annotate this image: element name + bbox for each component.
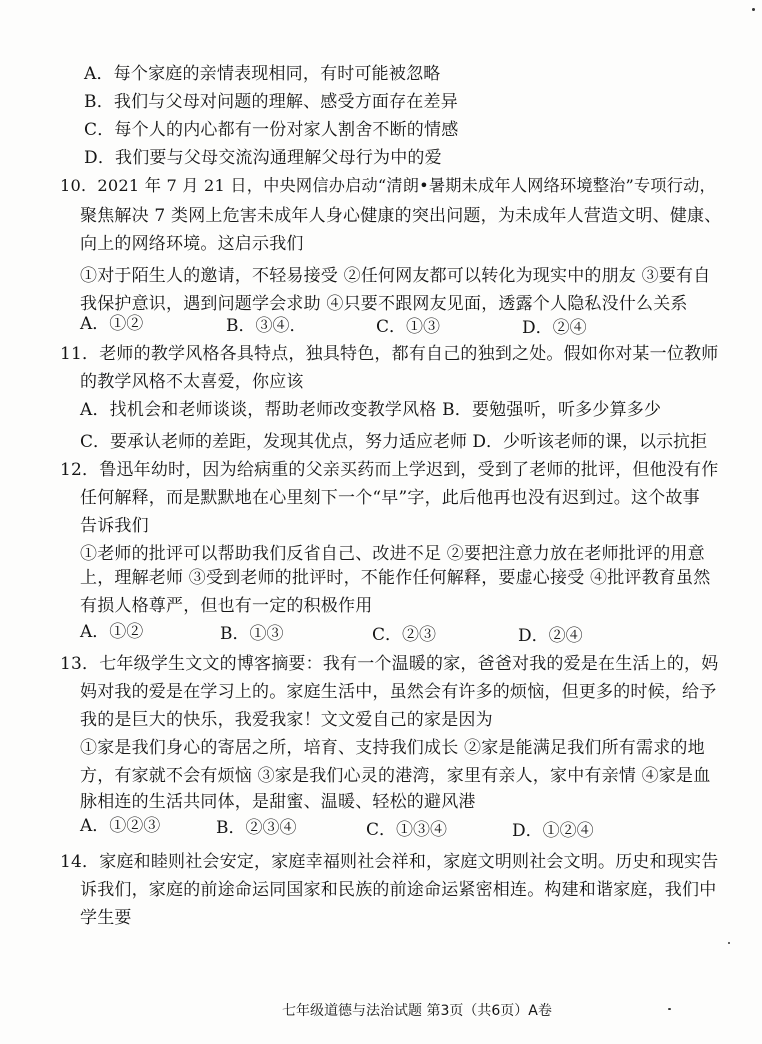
q13-option-a: A．①②③ <box>80 816 161 836</box>
q9-option-a: A．每个家庭的亲情表现相同，有时可能被忽略 <box>84 64 441 84</box>
q10-stem-line-3: 向上的网络环境。这启示我们 <box>80 234 304 254</box>
q10-stem-line-1: 10．2021 年 7 月 21 日，中央网信办启动“清朗•暑期未成年人网络环境整治”专项行动， <box>60 176 716 195</box>
q13-stem-line-3: 我的是巨大的快乐，我爱我家！文文爱自己的家是因为 <box>80 710 493 730</box>
scan-speck <box>728 942 730 944</box>
q10-items-line-1: ①对于陌生人的邀请，不轻易接受 ②任何网友都可以转化为现实中的朋友 ③要有自 <box>80 266 711 286</box>
q10-option-c: C．①③ <box>376 317 441 337</box>
q11-stem-line-2: 的教学风格不太喜爱，你应该 <box>80 372 304 392</box>
q12-option-b: B．①③ <box>220 624 284 644</box>
q11-options-ab: A．找机会和老师谈谈，帮助老师改变教学风格 B．要勉强听，听多少算多少 <box>80 400 662 420</box>
q12-option-a: A．①② <box>80 622 144 642</box>
q13-option-b: B．②③④ <box>216 818 297 838</box>
q9-option-c: C．每个人的内心都有一份对家人割舍不断的情感 <box>84 120 459 140</box>
scan-speck <box>668 1008 671 1010</box>
q14-stem-line-3: 学生要 <box>80 908 132 928</box>
q11-stem-line-1: 11．老师的教学风格各具特点，独具特色，都有自己的独到之处。假如你对某一位教师 <box>60 344 719 364</box>
q13-option-d: D．①②④ <box>512 821 594 841</box>
page-footer: 七年级道德与法治试题 第3页（共6页）A卷 <box>282 1003 552 1019</box>
q13-stem-line-1: 13．七年级学生文文的博客摘要：我有一个温暖的家，爸爸对我的爱是在生活上的，妈 <box>60 654 719 674</box>
q11-options-cd: C．要承认老师的差距，发现其优点，努力适应老师 D．少听该老师的课，以示抗拒 <box>80 432 708 452</box>
q13-items-line-3: 脉相连的生活共同体，是甜蜜、温暖、轻松的避风港 <box>80 792 476 812</box>
q12-option-c: C．②③ <box>372 625 437 645</box>
q13-stem-line-2: 妈对我的爱是在学习上的。家庭生活中，虽然会有许多的烦恼，但更多的时候，给予 <box>80 682 717 702</box>
q10-stem-line-2: 聚焦解决 7 类网上危害未成年人身心健康的突出问题，为未成年人营造文明、健康、 <box>80 206 722 226</box>
q10-option-b: B．③④． <box>226 316 307 336</box>
q12-items-line-2: 上，理解老师 ③受到老师的批评时，不能作任何解释，要虚心接受 ④批评教育虽然 <box>80 568 711 588</box>
q12-items-line-1: ①老师的批评可以帮助我们反省自己、改进不足 ②要把注意力放在老师批评的用意 <box>80 544 705 564</box>
q12-items-line-3: 有损人格尊严，但也有一定的积极作用 <box>80 596 373 616</box>
q12-stem-line-1: 12．鲁迅年幼时，因为给病重的父亲买药而上学迟到，受到了老师的批评，但他没有作 <box>60 460 719 480</box>
q10-option-a: A．①② <box>80 314 144 334</box>
q14-stem-line-2: 诉我们，家庭的前途命运同国家和民族的前途命运紧密相连。构建和谐家庭，我们中 <box>80 880 717 900</box>
q10-option-d: D．②④ <box>522 318 587 338</box>
q9-option-b: B．我们与父母对问题的理解、感受方面存在差异 <box>84 92 458 112</box>
q12-stem-line-2: 任何解释，而是默默地在心里刻下一个“早”字，此后他再也没有迟到过。这个故事 <box>80 488 700 508</box>
q13-items-line-2: 方，有家就不会有烦恼 ③家是我们心灵的港湾，家里有亲人，家中有亲情 ④家是血 <box>80 766 711 786</box>
q12-stem-line-3: 告诉我们 <box>80 516 149 536</box>
scan-speck <box>752 8 755 11</box>
q14-stem-line-1: 14．家庭和睦则社会安定，家庭幸福则社会祥和，家庭文明则社会文明。历史和现实告 <box>60 852 719 872</box>
q13-option-c: C．①③④ <box>366 820 448 840</box>
q9-option-d: D．我们要与父母交流沟通理解父母行为中的爱 <box>84 148 442 168</box>
q10-items-line-2: 我保护意识，遇到问题学会求助 ④只要不跟网友见面，透露个人隐私没什么关系 <box>80 294 688 314</box>
q13-items-line-1: ①家是我们身心的寄居之所，培育、支持我们成长 ②家是能满足我们所有需求的地 <box>80 738 705 758</box>
q12-option-d: D．②④ <box>518 626 583 646</box>
